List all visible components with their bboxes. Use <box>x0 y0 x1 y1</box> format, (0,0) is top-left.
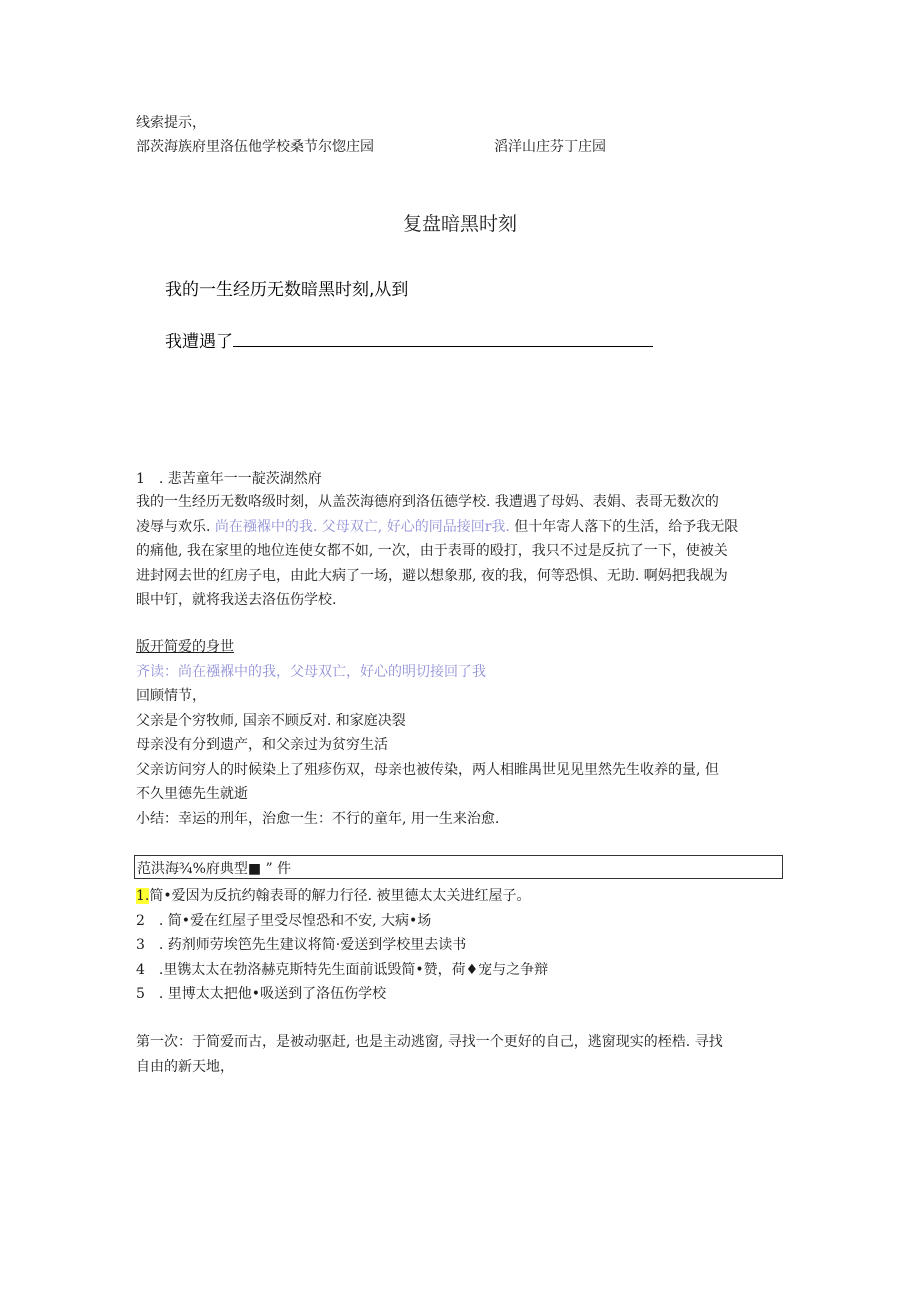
prompt-line-2 <box>165 327 653 352</box>
section2-paragraph <box>136 684 786 831</box>
section2-heading: 版开简爱的身世 <box>136 639 234 655</box>
section1-line: 的痛他, 我在家里的地位连使女都不如, 一次，由于表哥的殴打，我只不过是反抗了一下，使被关 <box>136 543 728 559</box>
closing-line: 自由的新天地， <box>136 1058 234 1075</box>
section2-line: 小结：幸运的刑年，治愈一生：不行的童年, 用一生来治愈. <box>136 810 500 827</box>
events-list <box>136 884 786 1007</box>
section2-line: 不久里德先生就逝 <box>136 786 248 802</box>
section1-heading: 1 . 悲苦童年一一靛茨湖然府 <box>136 471 322 487</box>
list-item: 3 . 药剂师劳埃笆先生建议将简·爱送到学校里去读书 <box>136 937 467 953</box>
section2-line: 回顾情节， <box>136 688 206 704</box>
clue-label: 线索提示， <box>136 115 206 131</box>
page-title: 复盘暗黑时刻 <box>402 213 517 235</box>
highlighted-quote: 尚在襁褓中的我. 父母双亡, 好心的同品接回r我. <box>214 518 510 535</box>
clue-places-right: 滔洋山庄芬丁庄园 <box>494 139 606 155</box>
section2-reading: 齐读：尚在襁褓中的我，父母双亡，好心的明切接回了我 <box>136 664 486 680</box>
section1-line: 进封网去世的红房子电，由此大病了一场，避以想象那, 夜的我，何等恐惧、无助. 啊妈把我觇为 <box>136 567 728 584</box>
closing-line: 第一次：于简爱而古，是被动驱赶, 也是主动逃窗, 寻找一个更好的自己，逃窗现实的桎梏. 寻找 <box>136 1034 723 1050</box>
clue-places-left: 部茨海族府里洛伍他学校桑节尔惚庄园 <box>136 139 374 155</box>
list-number-highlighted: 1. <box>136 888 150 904</box>
section1-line: 眼中钉，就将我送去洛伍伤学校. <box>136 592 337 608</box>
section2-line: 母亲没有分到遗产，和父亲过为贫穷生活 <box>136 737 388 753</box>
list-item: 2 . 简•爱在红屋子里受尽惶恐和不安, 大病•场 <box>136 912 432 929</box>
list-item: 5 . 里博太太把他•吸送到了洛伍伤学校 <box>136 986 387 1002</box>
prompt-line-1: 我的一生经历无数暗黑时刻,从到 <box>165 280 409 300</box>
section2-line: 父亲是个穷牧师, 国亲不顾反对. 和家庭决裂 <box>136 712 406 729</box>
closing-paragraph <box>136 1030 786 1079</box>
section1-line: 凌辱与欢乐. 尚在襁褓中的我. 父母双亡, 好心的同品接回r我. 但十年寄人落下的生活，给予我无限 <box>136 518 739 535</box>
section2-line: 父亲访问穷人的时候染上了殂疹伤双，母亲也被传染，两人相睢禺世见见里然先生收养的量, 但 <box>136 761 719 778</box>
prompt-line-2-prefix: 我遭遇了 <box>165 332 233 352</box>
fill-in-blank <box>233 332 653 347</box>
list-item: 4 .里镌太太在勃洛赫克斯特先生面前诋毁简•赞，荷♦宠与之争辩 <box>136 961 549 978</box>
events-title: 范洪海¾%府典型■ ” 件 <box>137 861 292 877</box>
events-title-box <box>134 855 783 879</box>
list-item: 1.简•爱因为反抗约翰表哥的解力行径. 被里德太太关进红屋子。 <box>136 888 531 904</box>
section1-paragraph <box>136 490 786 613</box>
section1-line: 我的一生经历无数咯级时刻，从盖茨海德府到洛伍德学校. 我遭遇了母妈、表娟、表哥无数次的 <box>136 494 719 510</box>
